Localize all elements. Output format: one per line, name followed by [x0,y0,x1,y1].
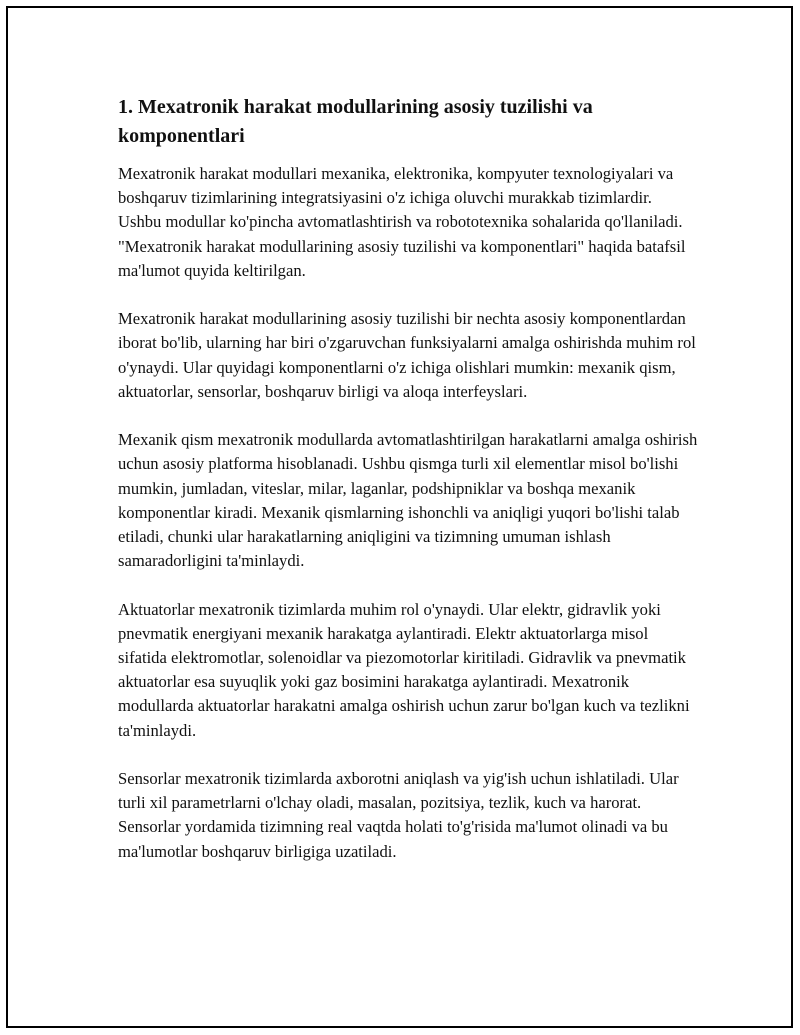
document-title: 1. Mexatronik harakat modullarining asosiy tuzilishi va komponentlari [118,96,593,147]
paragraph-intro: Mexatronik harakat modullari mexanika, elektronika, kompyuter texnologiyalari va boshqaruv tizimlarining integratsiyasini o'z ichiga oluvchi murakkab tizimlardir. Ushbu modullar ko'pincha avtomatlashtirish va robototexnika sohalarida qo'llaniladi. "Mexatronik harakat modullarining asosiy tuzilishi va komponentlari" haqida batafsil ma'lumot quyida keltirilgan. [118,164,686,280]
paragraph-mechanical-part: Mexanik qism mexatronik modullarda avtomatlashtirilgan harakatlarni amalga oshirish uchun asosiy platforma hisoblanadi. Ushbu qismga turli xil elementlar misol bo'lishi mumkin, jumladan, viteslar, milar, laganlar, podshipniklar va boshqa mexanik komponentlar kiradi. Mexanik qismlarning ishonchli va aniqligi yuqori bo'lishi talab etiladi, chunki ular harakatlarning aniqligini va tizimning umuman ishlash samaradorligini ta'minlaydi. [118,430,698,571]
document-body [118,93,698,888]
paragraph-structure: Mexatronik harakat modullarining asosiy tuzilishi bir nechta asosiy komponentlardan iborat bo'lib, ularning har biri o'zgaruvchan funksiyalarni amalga oshirishda muhim rol o'ynaydi. Ular quyidagi komponentlarni o'z ichiga olishlari mumkin: mexanik qism, aktuatorlar, sensorlar, boshqaruv birligi va aloqa interfeyslari. [118,309,696,401]
paragraph-actuators: Aktuatorlar mexatronik tizimlarda muhim rol o'ynaydi. Ular elektr, gidravlik yoki pnevmatik energiyani mexanik harakatga aylantiradi. Elektr aktuatorlarga misol sifatida elektromotlar, solenoidlar va piezomotorlar kiritiladi. Gidravlik va pnevmatik aktuatorlar esa suyuqlik yoki gaz bosimini harakatga aylantiradi. Mexatronik modullarda aktuatorlar harakatni amalga oshirish uchun zarur bo'lgan kuch va tezlikni ta'minlaydi. [118,599,690,740]
paragraph-sensors: Sensorlar mexatronik tizimlarda axborotni aniqlash va yig'ish uchun ishlatiladi. Ular turli xil parametrlarni o'lchay oladi, masalan, pozitsiya, tezlik, kuch va harorat. Sensorlar yordamida tizimning real vaqtda holati to'g'risida ma'lumot olinadi va bu ma'lumotlar boshqaruv birligiga uzatiladi. [118,769,679,861]
